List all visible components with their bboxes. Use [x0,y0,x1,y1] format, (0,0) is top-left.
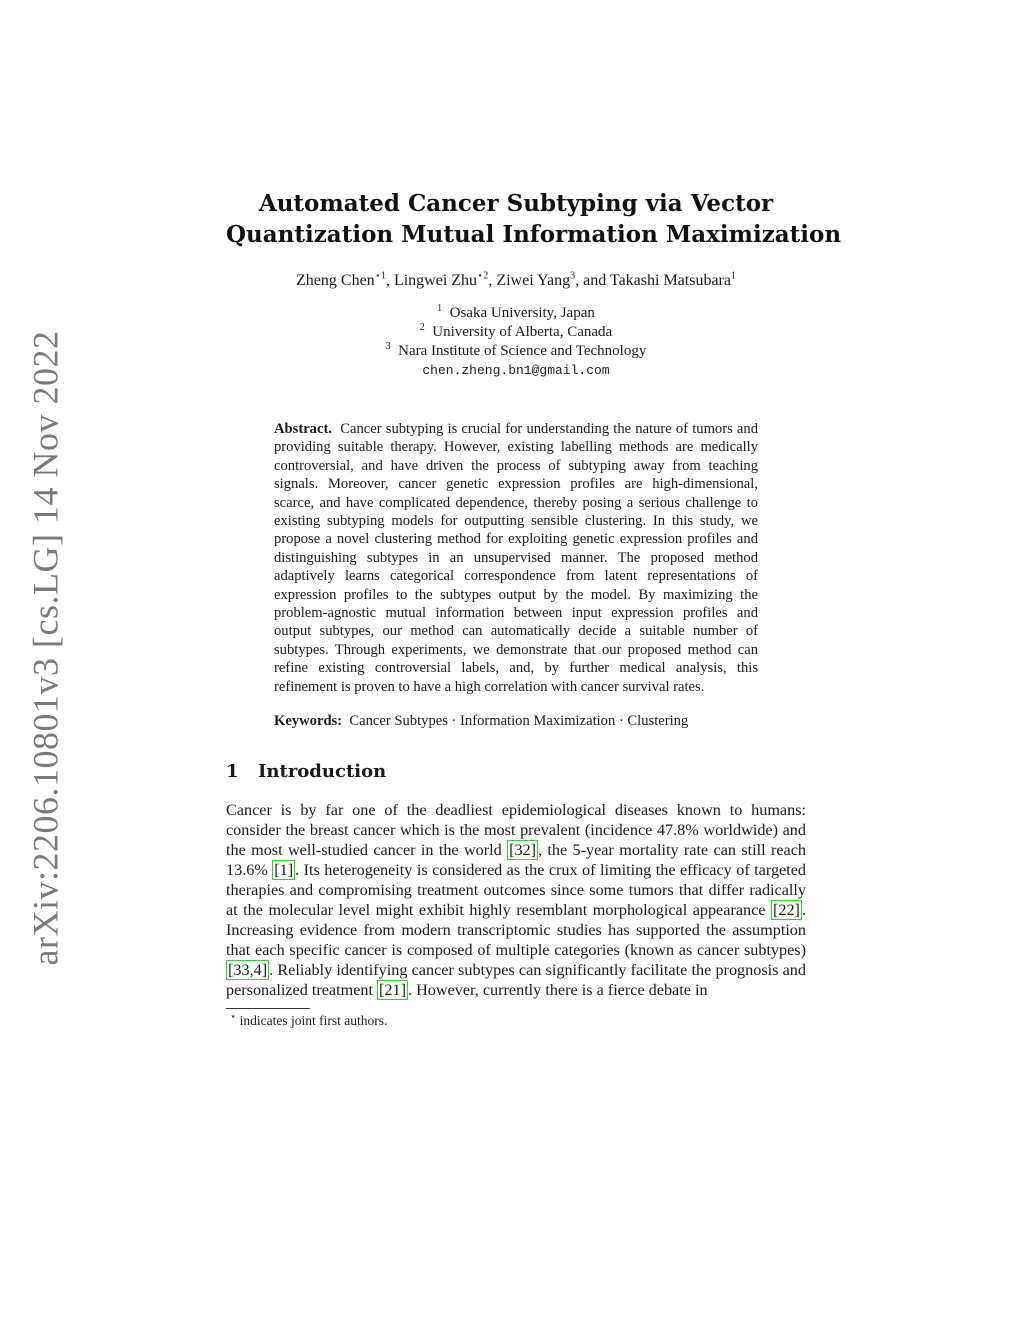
abstract-text: Cancer subtyping is crucial for understanding the nature of tumors and providing suitable therapy. However, existing labelling methods are medically controversial, and have driven the process of subtyping away from teaching signals. Moreover, cancer genetic expression profiles are high-dimensional, scarce, and have complicated dependence, thereby posing a serious challenge to existing subtyping models for outputting sensible clustering. In this study, we propose a novel clustering method for exploiting genetic expression profiles and distinguishing subtypes in an unsupervised manner. The proposed method adaptively learns categorical correspondence from latent representations of expression profiles to the subtypes output by the model. By maximizing the problem-agnostic mutual information between input expression profiles and output subtypes, our method can automatically decide a suitable number of subtypes. Through experiments, we demonstrate that our proposed method can refine existing controversial labels, and, by further medical analysis, this refinement is proven to have a high correlation with cancer survival rates. [274,421,758,695]
arxiv-id-text: arXiv:2206.10801v3 [cs.LG] 14 Nov 2022 [25,330,66,966]
affiliation [226,323,806,342]
author-mark: ⋆1 [374,270,386,282]
author-name: Ziwei Yang [496,272,571,289]
author-mark: ⋆2 [477,270,489,282]
footnote-mark: ⋆ [230,1011,237,1022]
section-title: Introduction [258,760,387,782]
affiliation [226,342,806,361]
footnote-divider [226,1008,310,1009]
author-list [226,272,806,290]
intro-text: . Reliably identifying cancer subtypes can significantly facilitate the prognosis and personalized treatment [226,960,806,999]
title-line-1: Automated Cancer Subtyping via Vector [258,190,774,217]
citation-link[interactable]: [32] [509,840,537,859]
section-number: 1 [226,760,239,782]
section-heading [226,761,806,782]
paper-page [226,0,842,1029]
title-line-2: Quantization Mutual Information Maximization [226,221,842,248]
intro-text: , the 5-year mortality rate can still reach 13.6% [226,840,806,879]
arxiv-sidebar-stamp [25,330,66,966]
paper-title [226,188,842,250]
citation-link[interactable]: [22] [772,900,800,919]
affiliation-list [226,304,806,380]
intro-text: . Its heterogeneity is considered as the crux of limiting the efficacy of targeted therapies and compromising treatment outcomes since some tumors that differ radically at the molecular level might exhibit highly resemblant morphological appearance [226,860,807,919]
abstract [274,420,758,696]
author-mark: 3 [570,270,576,282]
affiliation-text: Osaka University, Japan [449,305,595,321]
author-separator: , [488,272,497,289]
citation-link[interactable]: [1] [274,860,294,879]
affiliation-mark: 2 [419,322,425,333]
author-separator: , and [575,272,610,289]
author-name: Lingwei Zhu [393,272,478,289]
contact-email: chen.zheng.bn1@gmail.com [422,363,610,378]
footnote [226,1013,806,1029]
affiliation-mark: 3 [385,341,391,352]
intro-text: . Increasing evidence from modern transcriptomic studies has supported the assumption that each specific cancer is composed of multiple categories (known as cancer subtypes) [226,900,806,959]
citation-link[interactable]: [33,4] [228,960,268,979]
author-name: Zheng Chen [296,272,375,289]
affiliation-text: Nara Institute of Science and Technology [398,343,647,359]
author-mark: 1 [730,270,736,282]
citation-link[interactable]: [21] [379,980,406,999]
abstract-label: Abstract. [274,421,332,437]
keywords-label: Keywords: [274,713,343,730]
author-name: Takashi Matsubara [609,272,731,289]
intro-text: . However, currently there is a fierce debate in [407,980,708,999]
keywords-text: Cancer Subtypes · Information Maximization · Clustering [349,713,689,730]
affiliation-mark: 1 [437,303,443,314]
intro-text: Cancer is by far one of the deadliest epidemiological diseases known to humans: consider the breast cancer which is the most prevalent (incidence 47.8% worldwide) and the most well-studied cancer in the world [226,800,806,859]
keywords [274,712,758,730]
affiliation-text: University of Alberta, Canada [432,324,613,340]
footnote-text: indicates joint first authors. [239,1012,388,1028]
intro-paragraph [226,800,806,1000]
author-separator: , [385,272,394,289]
affiliation [226,304,806,323]
